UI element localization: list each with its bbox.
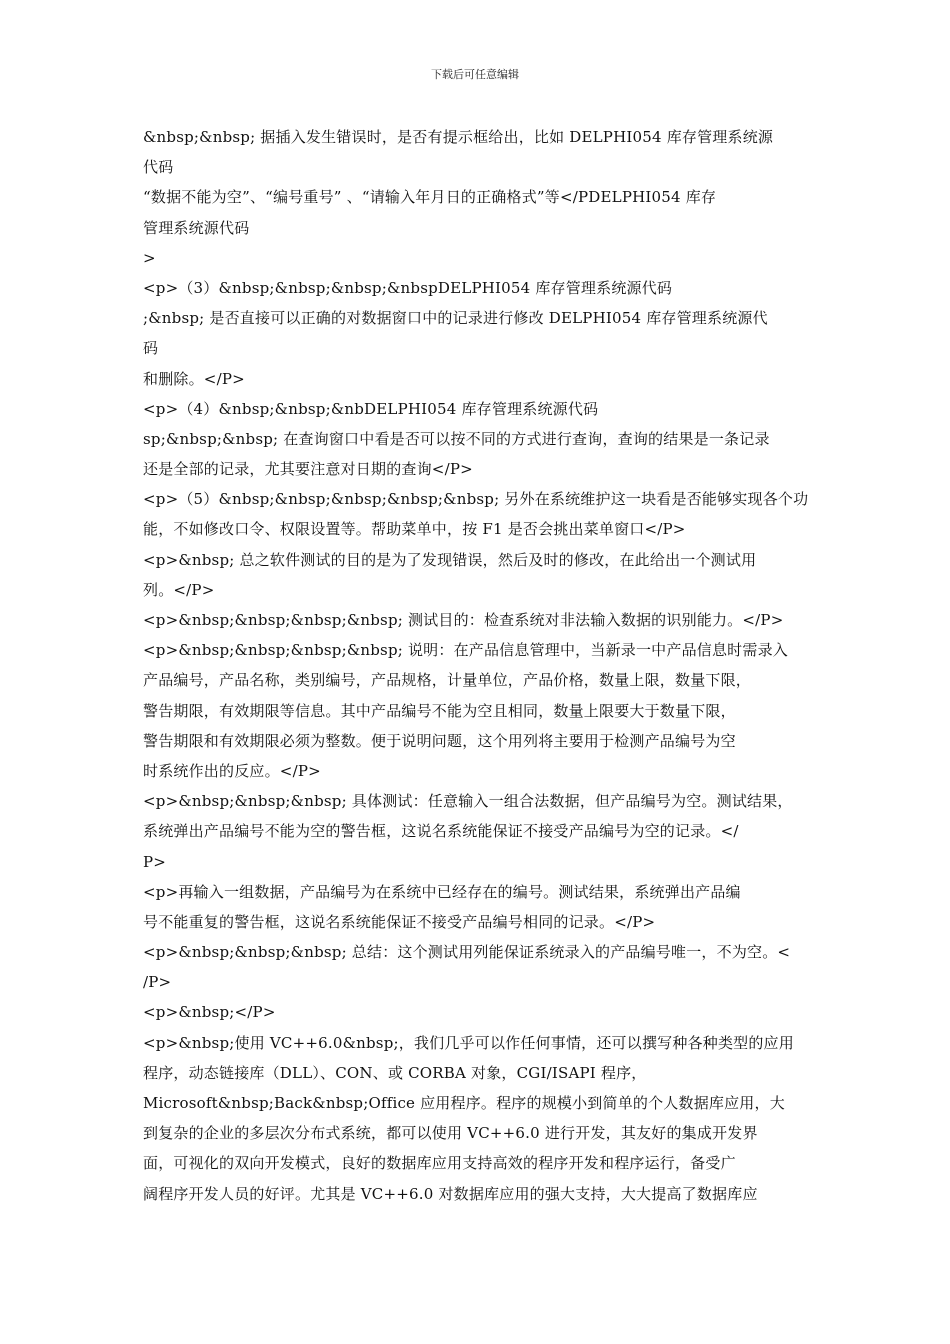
text-line: <p>&nbsp;&nbsp;&nbsp;&nbsp; 测试目的：检查系统对非法输入数据的识别能力。</P>	[143, 611, 784, 629]
text-line: sp;&nbsp;&nbsp; 在查询窗口中看是否可以按不同的方式进行查询，查询的结果是一条记录	[143, 429, 770, 448]
text-line: P>	[143, 852, 167, 871]
text-line: 时系统作出的反应。</P>	[143, 761, 321, 780]
text-line: <p>&nbsp;</P>	[143, 1003, 276, 1022]
text-line: 警告期限和有效期限必须为整数。便于说明问题，这个用列将主要用于检测产品编号为空	[143, 731, 736, 750]
text-line: <p>（4）&nbsp;&nbsp;&nbDELPHI054 库存管理系统源代码	[143, 399, 599, 418]
text-line: <p>&nbsp; 总之软件测试的目的是为了发现错误，然后及时的修改，在此给出一个测试用	[143, 550, 757, 569]
text-line: ;&nbsp; 是否直接可以正确的对数据窗口中的记录进行修改 DELPHI054 库存管理系统源代	[143, 309, 768, 328]
text-line: 号不能重复的警告框，这说名系统能保证不接受产品编号相同的记录。</P>	[143, 912, 656, 931]
text-line: Microsoft&nbsp;Back&nbsp;Office 应用程序。程序的规模小到简单的个人数据库应用，大	[143, 1094, 785, 1112]
text-line: <p>（3）&nbsp;&nbsp;&nbsp;&nbspDELPHI054 库存管理系统源代码	[143, 278, 673, 297]
text-line: /P>	[143, 973, 172, 992]
text-line: 产品编号，产品名称，类别编号，产品规格，计量单位，产品价格，数量上限，数量下限，	[143, 671, 752, 690]
text-line: <p>&nbsp;&nbsp;&nbsp; 具体测试：任意输入一组合法数据，但产品编号为空。测试结果，	[143, 792, 793, 811]
text-line: &nbsp;&nbsp; 据插入发生错误时，是否有提示框给出，比如 DELPHI054 库存管理系统源	[143, 128, 774, 146]
text-line: 还是全部的记录，尤其要注意对日期的查询</P>	[143, 460, 473, 479]
text-line: 系统弹出产品编号不能为空的警告框，这说名系统能保证不接受产品编号为空的记录。</	[143, 822, 739, 841]
document-body	[143, 122, 808, 1209]
text-line: 程序，动态链接库（DLL）、CON、或 CORBA 对象，CGI/ISAPI 程序，	[143, 1063, 647, 1082]
text-line: 阔程序开发人员的好评。尤其是 VC++6.0 对数据库应用的强大支持，大大提高了数据库应	[143, 1184, 758, 1203]
text-line: <p>&nbsp;使用 VC++6.0&nbsp;，我们几乎可以作任何事情，还可以撰写种各种类型的应用	[143, 1033, 794, 1052]
text-line: 能，不如修改口令、权限设置等。帮助菜单中，按 F1 是否会挑出菜单窗口</P>	[143, 520, 686, 539]
text-line: <p>（5）&nbsp;&nbsp;&nbsp;&nbsp;&nbsp; 另外在系统维护这一块看是否能够实现各个功	[143, 490, 809, 509]
text-line: <p>再输入一组数据，产品编号为在系统中已经存在的编号。测试结果，系统弹出产品编	[143, 882, 741, 901]
text-line: 和删除。</P>	[143, 369, 245, 388]
text-line: 警告期限，有效期限等信息。其中产品编号不能为空且相同，数量上限要大于数量下限，	[143, 701, 736, 720]
text-line: 管理系统源代码	[143, 218, 250, 237]
text-line: 代码	[143, 158, 174, 177]
text-line: <p>&nbsp;&nbsp;&nbsp;&nbsp; 说明：在产品信息管理中，当新录一中产品信息时需录入	[143, 641, 788, 660]
text-line: “数据不能为空”、“编号重号” 、“请输入年月日的正确格式”等</PDELPHI054 库存	[143, 188, 717, 207]
text-line: >	[143, 248, 156, 267]
text-line: 码	[143, 339, 159, 358]
text-line: 列。</P>	[143, 580, 215, 599]
text-line: 到复杂的企业的多层次分布式系统，都可以使用 VC++6.0 进行开发，其友好的集成开发界	[143, 1124, 758, 1143]
text-line: <p>&nbsp;&nbsp;&nbsp; 总结：这个测试用列能保证系统录入的产品编号唯一，不为空。<	[143, 943, 791, 962]
page-header: 下载后可任意编辑	[431, 68, 519, 81]
text-line: 面，可视化的双向开发模式，良好的数据库应用支持高效的程序开发和程序运行，备受广	[143, 1154, 736, 1173]
